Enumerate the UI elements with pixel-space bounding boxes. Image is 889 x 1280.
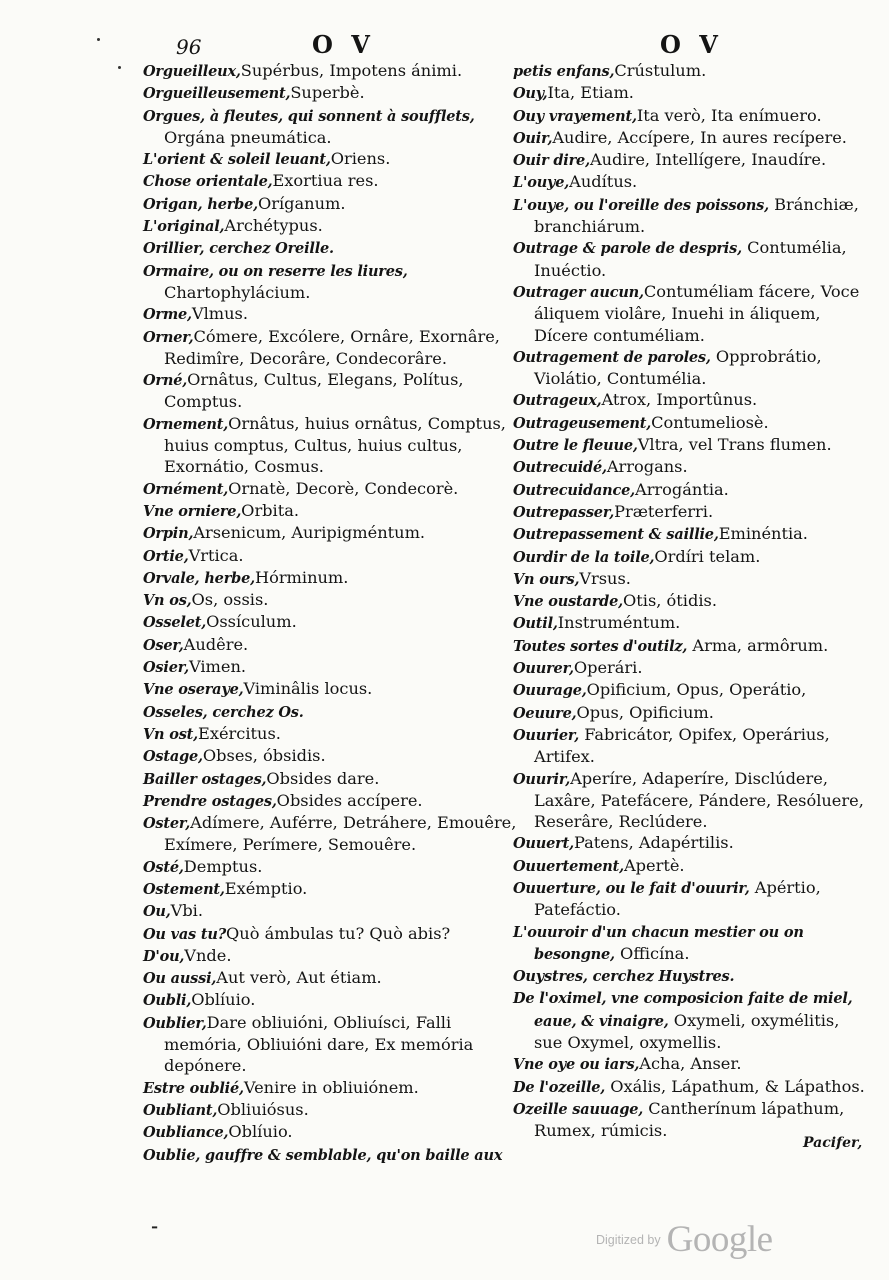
dictionary-entry [513, 1076, 868, 1098]
entry-headword: Oublier, [143, 1014, 207, 1032]
dictionary-entry [143, 170, 519, 192]
entry-headword: Orné, [143, 372, 188, 390]
entry-headword: Ouuert, [513, 835, 574, 853]
entry-definition: Dare obliuióni, Obliuísci, Falli memória, Obliuióni dare, Ex memória depónere. [164, 1012, 479, 1076]
dictionary-entry [143, 1144, 519, 1166]
entry-definition: Cantherínum lápathum, Rumex, rúmicis. [534, 1098, 850, 1141]
margin-dot [118, 66, 121, 69]
margin-dot [97, 38, 100, 41]
entry-headword: Orgueilleux, [143, 63, 241, 80]
entry-definition: Præterferri. [614, 501, 714, 521]
entry-definition: Hórminum. [254, 567, 349, 587]
dictionary-entry [143, 1121, 519, 1143]
entry-definition: Chartophylácium. [164, 260, 413, 302]
entry-headword: L'ouye, [513, 174, 570, 192]
entry-definition: Arsenicum, Auripigméntum. [193, 523, 426, 543]
dictionary-entry [143, 545, 519, 567]
entry-definition: Oríganum. [257, 193, 346, 213]
dictionary-entry [513, 568, 868, 590]
entry-headword: Osier, [143, 659, 189, 677]
entry-definition: Exortiua res. [272, 171, 379, 191]
entry-definition: Exémptio. [224, 878, 308, 898]
entry-definition: Vltra, vel Trans flumen. [637, 435, 832, 455]
dictionary-entry [513, 657, 868, 679]
entry-definition: Aperíre, Adaperíre, Disclúdere, Laxâre, Patefácere, Pándere, Resóluere, Reserâre, Reclúdere. [534, 768, 869, 832]
dictionary-entry [143, 1012, 519, 1077]
digitized-watermark [596, 1218, 773, 1261]
dictionary-entry [513, 171, 868, 193]
dictionary-entry [513, 987, 868, 1053]
entry-headword: Toutes sortes d'outilz, [513, 637, 688, 655]
entry-headword: Ornément, [143, 480, 229, 498]
entry-definition: Superbè. [290, 83, 365, 103]
dictionary-entry [513, 60, 868, 82]
entry-headword: Ouurier, [513, 726, 580, 744]
dictionary-entry [143, 945, 519, 967]
entry-headword: Ou vas tu? [143, 925, 226, 943]
dictionary-entry [513, 434, 868, 456]
dictionary-entry [513, 82, 868, 104]
dictionary-entry [143, 82, 519, 104]
entry-definition: Vlmus. [191, 304, 248, 324]
dictionary-entry [513, 501, 868, 523]
entry-headword: Ou aussi, [143, 970, 217, 988]
entry-definition: Ita, Etiam. [547, 83, 634, 103]
page-number: 96 [176, 35, 202, 59]
entry-headword: Vne orniere, [143, 502, 242, 520]
entry-definition: Orbita. [241, 500, 300, 520]
entry-headword: Estre oublié, [143, 1079, 244, 1097]
dictionary-entry [513, 237, 868, 281]
dictionary-entry [143, 369, 519, 413]
entry-definition: Vnde. [184, 945, 232, 965]
entry-headword: Orpin, [143, 525, 194, 543]
entry-headword: Ouurir, [513, 770, 571, 788]
entry-headword: Ouuerture, ou le fait d'ouurir, [513, 879, 750, 897]
entry-definition: Opprobrátio, Violátio, Contumélia. [534, 346, 827, 389]
entry-definition: Archétypus. [224, 216, 323, 236]
entry-headword: Orvale, herbe, [143, 569, 255, 587]
entry-headword: Vn os, [143, 592, 192, 610]
entry-headword: Outrecuidé, [513, 459, 607, 477]
entry-definition: Vimen. [188, 657, 247, 677]
dictionary-entry [513, 194, 868, 238]
dictionary-entry [143, 148, 519, 170]
dictionary-entry [143, 260, 519, 304]
entry-headword: Bailler ostages, [143, 770, 267, 788]
dictionary-entry [143, 634, 519, 656]
dictionary-entry [143, 967, 519, 989]
entry-headword: Ouystres, cerchez Huystres. [513, 968, 735, 986]
entry-definition: Operári. [573, 658, 643, 678]
entry-definition: Vrtica. [188, 545, 244, 565]
dictionary-entry [513, 768, 868, 833]
dictionary-entry [143, 215, 519, 237]
dictionary-entry [143, 1077, 519, 1099]
dictionary-entry [143, 656, 519, 678]
dictionary-entry [513, 724, 868, 768]
entry-definition: Contumeliosè. [651, 412, 769, 432]
entry-headword: Outil, [513, 615, 558, 633]
entry-headword: De l'oximel, vne composicion faite de miel, eaue, & vinaigre, [513, 990, 858, 1030]
entry-headword: Orillier, cerchez Oreille. [143, 240, 334, 258]
entry-headword: L'orient & soleil leuant, [143, 151, 331, 169]
dictionary-entry [513, 523, 868, 545]
entry-definition: Oblíuio. [228, 1122, 293, 1142]
entry-headword: Outrageusement, [513, 414, 652, 432]
dictionary-entry [513, 546, 868, 568]
entry-headword: Vne oseraye, [143, 681, 244, 699]
dictionary-entry [143, 326, 519, 370]
entry-definition: Vrsus. [579, 568, 631, 588]
dictionary-entry [513, 702, 868, 724]
dictionary-entry [513, 149, 868, 171]
entry-headword: Oeuure, [513, 704, 577, 722]
dictionary-entry [143, 60, 519, 82]
dictionary-entry [143, 923, 519, 945]
entry-definition: Acha, Anser. [639, 1054, 742, 1074]
dictionary-entry [513, 590, 868, 612]
dictionary-entry [143, 237, 519, 259]
entry-headword: L'ouye, ou l'oreille des poissons, [513, 196, 769, 214]
entry-definition: Audítus. [569, 172, 638, 192]
entry-definition: Viminâlis locus. [243, 679, 373, 699]
entry-headword: Prendre ostages, [143, 792, 277, 810]
right-column [513, 60, 868, 1142]
dictionary-entry [143, 500, 519, 522]
entry-headword: Osseles, cerchez Os. [143, 703, 304, 721]
entry-definition: Obses, óbsidis. [202, 746, 326, 766]
dictionary-entry [143, 413, 519, 478]
entry-headword: Outragement de paroles, [513, 348, 711, 366]
dictionary-entry [513, 965, 868, 987]
dictionary-entry [143, 723, 519, 745]
dictionary-entry [513, 346, 868, 390]
entry-definition: Opus, Opificium. [576, 702, 714, 722]
entry-definition: Apértio, Patefáctio. [534, 877, 826, 920]
entry-definition: Ossículum. [206, 612, 297, 632]
entry-definition: Vbi. [170, 901, 203, 921]
entry-definition: Atrox, Importûnus. [601, 390, 758, 410]
entry-headword: Oubli, [143, 992, 192, 1010]
entry-headword: Ornement, [143, 415, 229, 433]
catchword: Pacifer, [803, 1135, 863, 1151]
entry-headword: Ourdir de la toile, [513, 548, 655, 566]
running-head-left: O V [312, 30, 375, 59]
dictionary-entry [143, 522, 519, 544]
entry-headword: Oubliant, [143, 1101, 218, 1119]
entry-definition: Instruméntum. [557, 613, 681, 633]
entry-headword: Oser, [143, 636, 184, 654]
entry-headword: Orgueilleusement, [143, 85, 291, 103]
dictionary-entry [143, 989, 519, 1011]
entry-headword: Ostement, [143, 880, 225, 898]
entry-definition: Supérbus, Impotens ánimi. [240, 61, 463, 80]
entry-definition: Contumélia, Inuéctio. [534, 238, 852, 280]
entry-headword: Outrepasser, [513, 503, 615, 521]
dictionary-entry [143, 812, 522, 856]
dictionary-entry [513, 612, 868, 634]
dictionary-entry [513, 832, 868, 854]
entry-definition: Exércitus. [198, 723, 281, 743]
dictionary-entry [513, 921, 868, 966]
dictionary-entry [143, 745, 519, 767]
dictionary-entry [143, 768, 519, 790]
entry-headword: Ouir, [513, 129, 553, 147]
entry-headword: Ostage, [143, 748, 203, 766]
entry-headword: L'ouuroir d'un chacun mestier ou on besongne, [513, 923, 809, 963]
entry-definition: Aut verò, Aut étiam. [216, 968, 382, 988]
entry-headword: Outrepassement & saillie, [513, 526, 719, 544]
entry-headword: Ouurage, [513, 682, 587, 700]
watermark-prefix: Digitized by [596, 1233, 661, 1247]
entry-definition: Audêre. [183, 634, 249, 654]
entry-headword: Osté, [143, 858, 184, 876]
entry-headword: Orner, [143, 328, 194, 346]
running-head-right: O V [660, 30, 723, 59]
entry-headword: Vne oye ou iars, [513, 1056, 640, 1074]
dictionary-entry [143, 678, 519, 700]
entry-definition: Opificium, Opus, Operátio, [586, 680, 807, 700]
entry-definition: Audire, Accípere, In aures recípere. [552, 127, 847, 147]
entry-definition: Crústulum. [614, 61, 707, 80]
entry-definition: Ornâtus, huius ornâtus, Comptus, huius comptus, Cultus, huius cultus, Exornátio, Cosmus. [164, 413, 512, 477]
entry-definition: Audire, Intellígere, Inaudíre. [589, 150, 827, 170]
entry-headword: Origan, herbe, [143, 195, 258, 213]
dictionary-entry [513, 679, 868, 701]
entry-headword: Oster, [143, 815, 191, 833]
entry-headword: Orgues, à fleutes, qui sonnent à soufflets, [143, 107, 475, 125]
entry-headword: Ouy, [513, 85, 548, 103]
entry-headword: Orme, [143, 306, 192, 324]
dictionary-entry [513, 1053, 868, 1075]
entry-headword: Ou, [143, 903, 171, 921]
entry-headword: petis enfans, [513, 63, 615, 80]
dictionary-entry [513, 389, 868, 411]
dictionary-entry [513, 479, 868, 501]
entry-definition: Eminéntia. [718, 524, 808, 544]
dictionary-entry [513, 281, 868, 346]
entry-definition: Obsides dare. [266, 768, 380, 788]
dictionary-entry [143, 701, 519, 723]
entry-definition: Fabricátor, Opifex, Operárius, Artifex. [534, 724, 835, 767]
entry-headword: Vn ost, [143, 725, 199, 743]
dictionary-entry [513, 105, 868, 127]
entry-definition: Adímere, Auférre, Detráhere, Emouêre, Exímere, Perímere, Semouêre. [164, 813, 522, 855]
entry-headword: Outrage & parole de despris, [513, 240, 742, 258]
entry-definition: Obsides accípere. [276, 790, 423, 810]
dictionary-entry [513, 127, 868, 149]
entry-headword: Oublie, gauffre & semblable, qu'on baille aux [143, 1146, 503, 1164]
dictionary-entry [513, 877, 868, 921]
dictionary-entry [143, 878, 519, 900]
entry-definition: Apertè. [623, 855, 685, 875]
dictionary-entry [143, 790, 519, 812]
entry-definition: Demptus. [183, 856, 263, 876]
entry-headword: Outre le fleuue, [513, 437, 638, 455]
dictionary-entry [143, 105, 519, 149]
dictionary-entry [143, 856, 519, 878]
entry-headword: Ortie, [143, 547, 189, 565]
entry-headword: Outrager aucun, [513, 283, 644, 301]
entry-definition: Bránchiæ, branchiárum. [534, 194, 865, 237]
entry-definition: Os, ossis. [191, 590, 269, 610]
entry-headword: D'ou, [143, 947, 185, 965]
margin-mark: ⁃ [150, 1218, 159, 1239]
entry-headword: Vne oustarde, [513, 593, 623, 611]
entry-definition: Ornâtus, Cultus, Elegans, Polítus, Comptus. [164, 370, 469, 412]
entry-definition: Quò ámbulas tu? Quò abis? [226, 923, 451, 943]
entry-definition: Obliuiósus. [217, 1099, 309, 1119]
entry-definition: Oblíuio. [191, 990, 256, 1010]
google-logo: Google [666, 1219, 773, 1260]
entry-definition: Otis, ótidis. [623, 591, 717, 611]
entry-headword: Ouuertement, [513, 857, 624, 875]
entry-definition: Venire in obliuiónem. [243, 1077, 419, 1097]
dictionary-entry [143, 611, 519, 633]
entry-headword: Ouir dire, [513, 152, 590, 170]
entry-definition: Cómere, Excólere, Ornâre, Exornâre, Redimîre, Decorâre, Condecorâre. [164, 326, 506, 368]
entry-headword: Oubliance, [143, 1124, 229, 1142]
entry-definition: Officína. [614, 943, 690, 963]
entry-headword: De l'ozeille, [513, 1078, 606, 1096]
entry-headword: Ouy vrayement, [513, 107, 637, 125]
entry-headword: Osselet, [143, 614, 207, 632]
dictionary-entry [143, 303, 519, 325]
dictionary-entry [143, 589, 519, 611]
entry-headword: Chose orientale, [143, 173, 273, 191]
entry-definition: Oriens. [330, 149, 391, 169]
entry-definition: Arma, armôrum. [687, 635, 829, 655]
left-column [143, 60, 522, 1166]
entry-headword: Ozeille sauuage, [513, 1100, 644, 1118]
entry-definition: Orgána pneumática. [164, 105, 480, 147]
entry-definition: Arrogántia. [635, 479, 729, 499]
entry-headword: Vn ours, [513, 570, 580, 588]
entry-definition: Oxális, Lápathum, & Lápathos. [605, 1076, 865, 1096]
entry-definition: Oxymeli, oxymélitis, sue Oxymel, oxymellis. [534, 1010, 845, 1053]
dictionary-entry [143, 900, 519, 922]
dictionary-entry [143, 567, 519, 589]
dictionary-entry [143, 193, 519, 215]
dictionary-entry [143, 478, 519, 500]
entry-definition: Arrogans. [606, 457, 688, 477]
entry-definition: Patens, Adapértilis. [573, 833, 734, 853]
dictionary-entry [513, 855, 868, 877]
entry-definition: Ordíri telam. [654, 546, 761, 566]
entry-headword: Ormaire, ou on reserre les liures, [143, 262, 408, 280]
entry-headword: L'original, [143, 218, 225, 236]
entry-headword: Outrageux, [513, 392, 602, 410]
entry-definition: Ornatè, Decorè, Condecorè. [228, 478, 459, 498]
entry-definition: Contuméliam fácere, Voce áliquem violâre, Inuehi in áliquem, Dícere contuméliam. [534, 281, 865, 345]
dictionary-entry [513, 412, 868, 434]
entry-headword: Ouurer, [513, 660, 574, 678]
entry-definition: Ita verò, Ita enímuero. [636, 105, 822, 125]
dictionary-entry [513, 635, 868, 657]
dictionary-entry [143, 1099, 519, 1121]
entry-headword: Outrecuidance, [513, 481, 635, 499]
dictionary-entry [513, 456, 868, 478]
